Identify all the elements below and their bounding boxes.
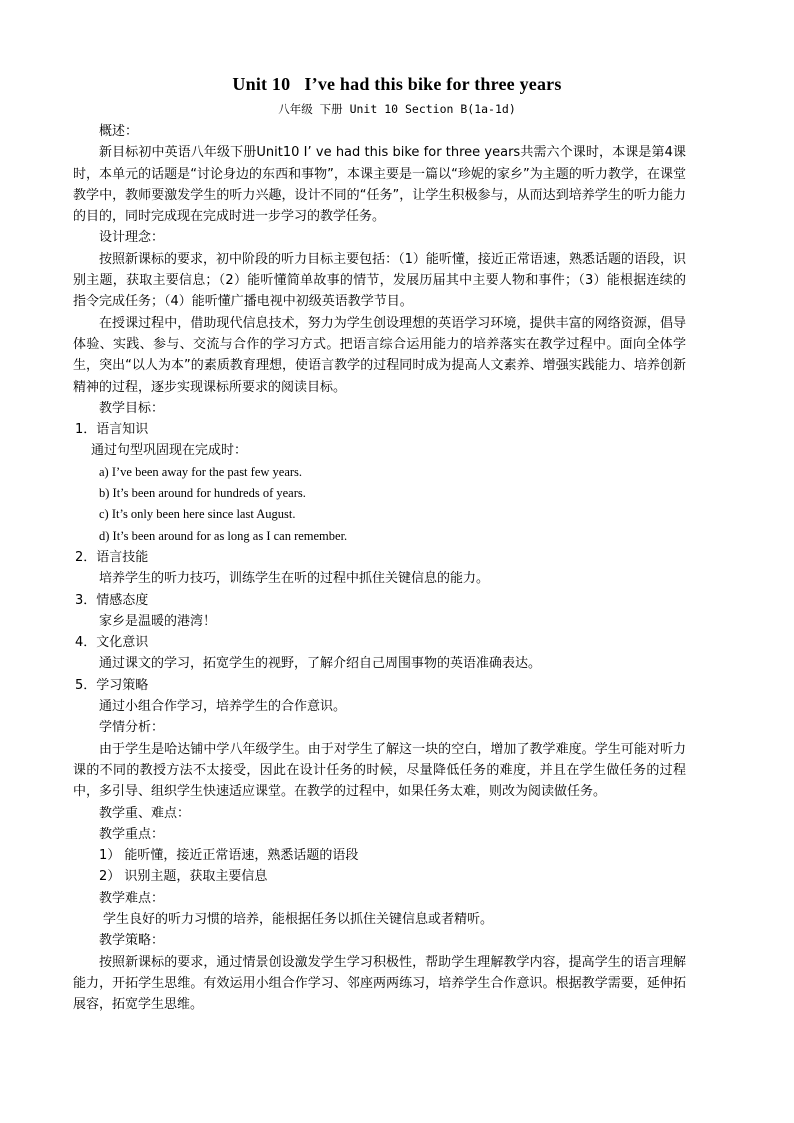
strategy-paragraph: 按照新课标的要求，通过情景创设激发学生学习积极性，帮助学生理解教学内容，提高学生的语言理解能力，开拓学生思维。有效运用小组合作学习、邻座两两练习，培养学生合作意识。根据教学需要，延伸拓展容，拓宽学生思维。 — [73, 954, 686, 1013]
example-sentence: a) I’ve been away for the past few years. — [99, 464, 303, 479]
overview-heading: 概述： — [99, 124, 139, 139]
concept-paragraph-1: 按照新课标的要求，初中阶段的听力目标主要包括：（1）能听懂，接近正常语速，熟悉话题的语段，识别主题，获取主要信息；（2）能听懂简单故事的情节，发展历届其中主要人物和事件；（3）能根据连续的指令完成任务；（4）能听懂广播电视中初级英语教学节目。 — [73, 251, 686, 310]
goal-1-text: 通过句型巩固现在完成时： — [91, 443, 248, 459]
strategy-heading: 教学策略： — [99, 933, 165, 949]
example-sentence: d) It’s been around for as long as I can remember. — [99, 528, 348, 543]
goal-2-heading: 2．语言技能 — [75, 549, 149, 565]
goals-heading: 教学目标： — [99, 400, 165, 416]
concept-heading: 设计理念： — [99, 230, 165, 246]
goal-3-heading: 3．情感态度 — [75, 592, 149, 608]
document-subtitle: 八年级 下册 Unit 10 Section B(1a-1d) — [278, 102, 516, 116]
analysis-paragraph: 由于学生是哈达铺中学八年级学生。由于对学生了解这一块的空白，增加了教学难度。学生可能对听力课的不同的教授方法不太接受，因此在设计任务的时候，尽量降低任务的难度，并且在学生做任务的过程中，多引导、组织学生快速适应课堂。在教学的过程中，如果任务太难，则改为阅读做任务。 — [73, 741, 686, 800]
goal-4-text: 通过课文的学习，拓宽学生的视野，了解介绍自己周围事物的英语准确表达。 — [99, 656, 542, 672]
example-sentence: b) It’s been around for hundreds of years. — [99, 486, 306, 501]
goal-2-text: 培养学生的听力技巧，训练学生在听的过程中抓住关键信息的能力。 — [99, 571, 490, 587]
goal-5-heading: 5．学习策略 — [75, 677, 149, 693]
overview-paragraph: 新目标初中英语八年级下册Unit10 I’ ve had this bike for three years共需六个课时，本课是第4课时，本单元的话题是“讨论身边的东西和事物”，本课主要是一篇以“珍妮的家乡”为主题的听力教学，在课堂教学中，教师要激发学生的听力兴趣，设计不同的“任务”，让学生积极参与，从而达到培养学生的听力能力的目的，同时完成现在完成时进一步学习的教学任务。 — [73, 145, 686, 225]
goal-1-heading: 1．语言知识 — [75, 422, 149, 438]
document-body — [73, 121, 686, 1015]
difficult-text: 学生良好的听力习惯的培养，能根据任务以抓住关键信息或者精听。 — [103, 911, 494, 927]
example-sentence: c) It’s only been here since last August. — [99, 507, 296, 522]
goal-4-heading: 4．文化意识 — [75, 635, 149, 651]
keypoints-heading: 教学重、难点： — [99, 805, 191, 821]
key-heading: 教学重点： — [99, 826, 165, 842]
goal-3-text: 家乡是温暖的港湾！ — [99, 613, 217, 629]
key-item: 2） 识别主题，获取主要信息 — [99, 869, 268, 885]
goal-5-text: 通过小组合作学习，培养学生的合作意识。 — [99, 699, 347, 715]
analysis-heading: 学情分析： — [99, 720, 165, 736]
concept-paragraph-2: 在授课过程中，借助现代信息技术，努力为学生创设理想的英语学习环境，提供丰富的网络资源，倡导体验、实践、参与、交流与合作的学习方式。把语言综合运用能力的培养落实在教学过程中。面向全体学生，突出“以人为本”的素质教育理想，使语言教学的过程同时成为提高人文素养、增强实践能力、培养创新精神的过程，逐步实现课标所要求的阅读目标。 — [73, 315, 686, 395]
document-title: Unit 10 I’ve had this bike for three years — [232, 74, 562, 94]
key-item: 1） 能听懂，接近正常语速，熟悉话题的语段 — [99, 848, 359, 864]
difficult-heading: 教学难点： — [99, 890, 165, 906]
